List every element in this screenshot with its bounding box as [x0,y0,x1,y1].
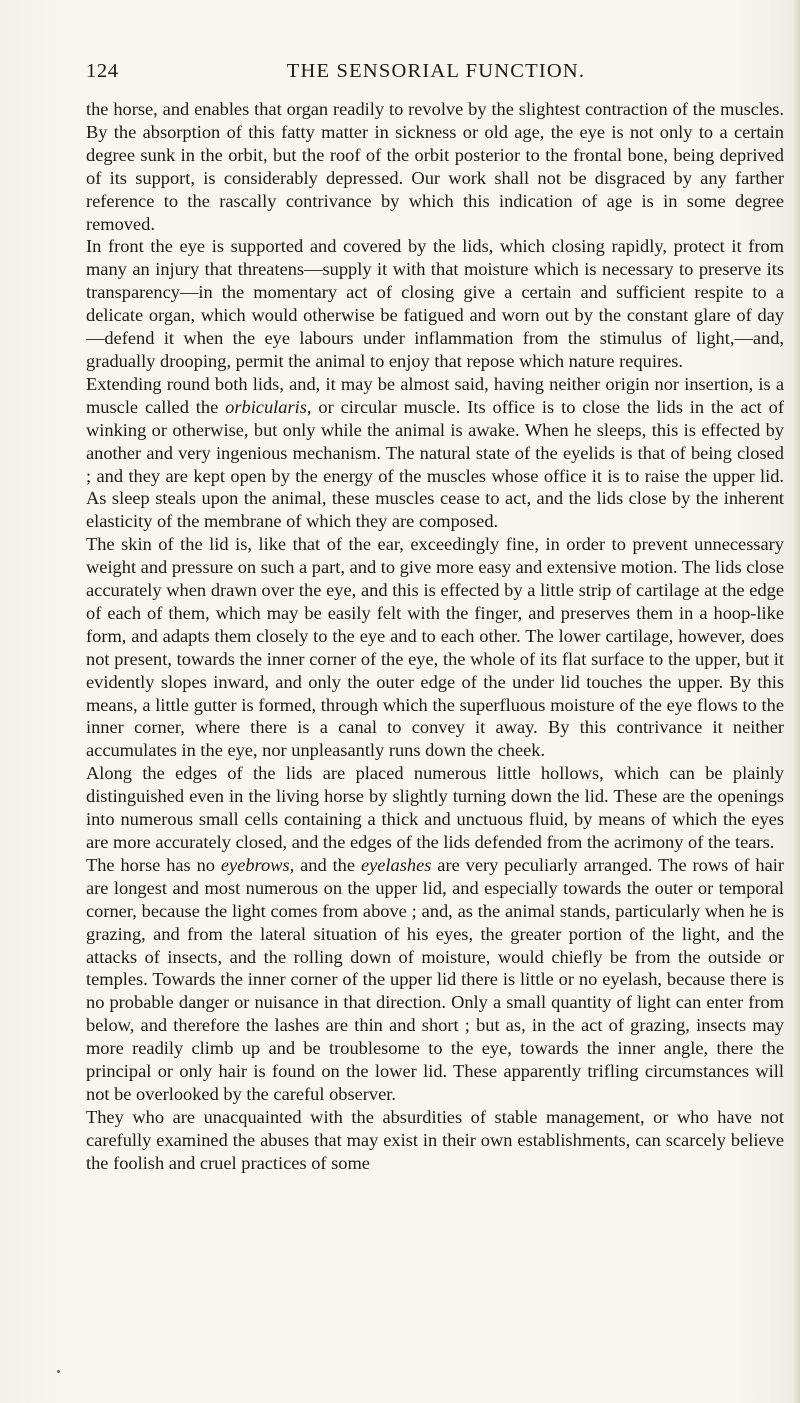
body-text [86,98,784,1175]
italic-term: eyelashes [360,854,432,875]
italic-term: eyebrows [220,854,290,875]
paragraph [86,854,784,1106]
paragraph [86,1106,784,1175]
text-run: In front the eye is supported and covered by the lids, which closing rapidly, protect it from many an injury that threatens—supply it with that moisture which is necessary to preserve its transparency—in the momentary act of closing give a certain and sufficient respite to a delicate organ, which would otherwise be fatigued and worn out by the constant glare of day—defend it when the eye labours under inflammation from the stimulus of light,—and, gradually drooping, permit the animal to enjoy that repose which nature requires. [86,236,784,371]
paragraph [86,98,784,235]
paragraph [86,235,784,372]
page-edge-shadow [792,0,800,1403]
paragraph [86,762,784,854]
text-run: Extending round both lids, and, it may be almost said, having neither origin nor insertion, is a muscle called the [86,373,784,417]
paragraph [86,533,784,762]
margin-mark [57,1370,60,1373]
running-head: THE SENSORIAL FUNCTION. [286,60,586,82]
text-run: , and the [289,854,361,875]
text-run: They who are unacquainted with the absurdities of stable management, or who have not carefully examined the abuses that may exist in their own establishments, can scarcely believe the foolish and cruel practices of some [86,1106,784,1173]
text-run: the horse, and enables that organ readily to revolve by the slightest contraction of the muscles. By the absorption of this fatty matter in sickness or old age, the eye is not only to a certain degree sunk in the orbit, but the roof of the orbit posterior to the frontal bone, being deprived of its support, is considerably depressed. Our work shall not be disgraced by any farther reference to the rascally contrivance by which this indication of age is in some degree removed. [86,99,784,234]
paragraph [86,373,784,533]
text-run: Along the edges of the lids are placed numerous little hollows, which can be plainly distinguished even in the living horse by slightly turning down the lid. These are the openings into numerous small cells containing a thick and unctuous fluid, by means of which the eyes are more accurately closed, and the edges of the lids defended from the acrimony of the tears. [86,763,784,852]
italic-term: orbicularis [225,396,307,417]
text-run: The horse has no [86,854,221,875]
page-header [86,60,786,92]
page-number: 124 [86,60,119,82]
text-run: are very peculiarly arranged. The rows of hair are longest and most numerous on the upper lid, and especially towards the outer or temporal corner, because the light comes from above ; and, as the animal stands, particularly when he is grazing, and from the lateral situation of his eyes, the greater portion of the light, and the attacks of insects, and the rolling down of moisture, would chiefly be from the outside or temples. Towards the inner corner of the upper lid there is little or no eyelash, because there is no probable danger or nuisance in that direction. Only a small quantity of light can enter from below, and therefore the lashes are thin and short ; but as, in the act of grazing, insects may more readily climb up and be troublesome to the eye, towards the inner angle, there the principal or only hair is found on the lower lid. These apparently trifling circumstances will not be overlooked by the careful observer. [86,854,784,1104]
text-run: The skin of the lid is, like that of the ear, exceedingly fine, in order to prevent unnecessary weight and pressure on such a part, and to give more easy and extensive motion. The lids close accurately when drawn over the eye, and this is effected by a little strip of cartilage at the edge of each of them, which may be easily felt with the finger, and preserves them in a hoop-like form, and adapts them closely to the eye and to each other. The lower cartilage, however, does not present, towards the inner corner of the eye, the whole of its flat surface to the upper, but it evidently slopes inward, and only the outer edge of the under lid touches the upper. By this means, a little gutter is formed, through which the superfluous moisture of the eye flows to the inner corner, where there is a canal to convey it away. By this contrivance it neither accumulates in the eye, nor unpleasantly runs down the cheek. [86,534,784,761]
text-run: , or circular muscle. Its office is to close the lids in the act of winking or otherwise, but only while the animal is awake. When he sleeps, this is effected by another and very ingenious mechanism. The natural state of the eyelids is that of being closed ; and they are kept open by the energy of the muscles whose office it is to raise the upper lid. As sleep steals upon the animal, these muscles cease to act, and the lids close by the inherent elasticity of the membrane of which they are composed. [86,396,784,532]
